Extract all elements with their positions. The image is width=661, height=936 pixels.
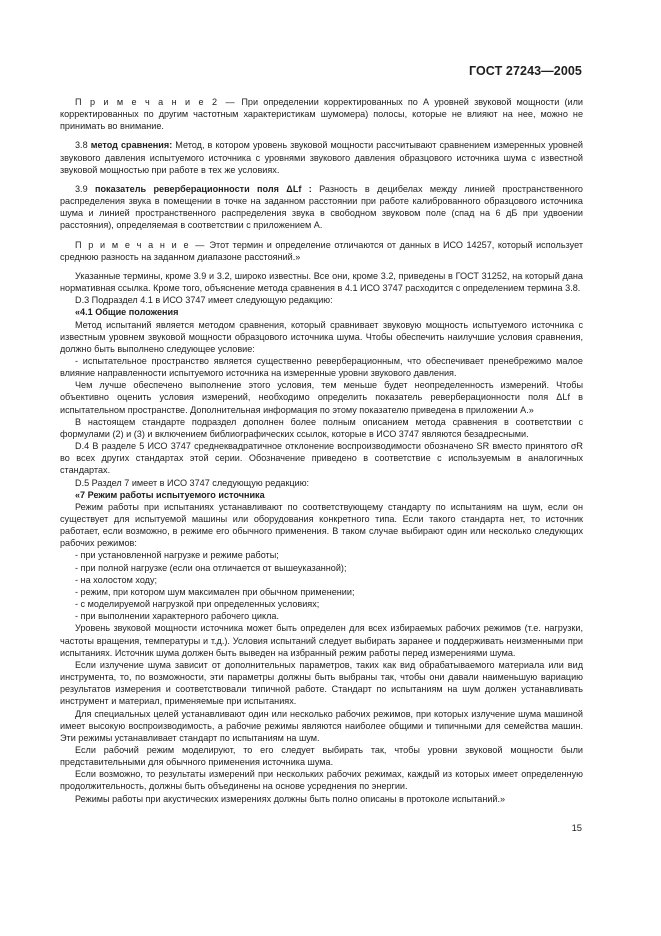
list-item: - при установленной нагрузке и режиме работы; xyxy=(75,550,279,561)
paragraph: В настоящем стандарте подраздел дополнен более полным описанием метода сравнения в соответствии с формулами (2) и (3) и включением библиографических ссылок, которые в ИСО 3747 являются безадресными. xyxy=(60,416,583,439)
paragraph: Если излучение шума зависит от дополнительных параметров, таких как вид обрабатываемого материала или вид инструмента, то, по возможности, эти параметры должны быть выбраны так, чтобы они давали наименьшую вариацию результатов измерения и соответствовали типичной работе. Стандарт по испытаниям на шум должен устанавливать инструмент и материал, применяемые при испытаниях. xyxy=(60,659,583,707)
term-name: метод сравнения: xyxy=(90,140,173,151)
note-label: П р и м е ч а н и е — xyxy=(75,239,206,250)
section-heading-4-1: «4.1 Общие положения xyxy=(75,307,179,318)
term-definition: Разность в децибелах между линией пространственного распределения звука в помещении в точке на заданном расстоянии при работе калиброванного образцового источника шума и линией пространственного распределения звука в свободном звуковом поле (спад на 6 дБ при удвоении расстояния), определяемая в соответствии с приложением А. xyxy=(60,183,583,231)
page-content xyxy=(60,96,583,805)
note-2 xyxy=(60,96,583,132)
list-item: - режим, при котором шум максимален при обычном применении; xyxy=(75,586,355,597)
paragraph: - испытательное пространство является существенно реверберационным, что обеспечивает пренебрежимо малое влияние направленности испытуемого источника на измеренные уровни звукового давления. xyxy=(60,355,583,379)
list-item: - с моделируемой нагрузкой при определенных условиях; xyxy=(75,599,320,610)
paragraph: Для специальных целей устанавливают один или несколько рабочих режимов, при которых излучение шума машиной имеет высокую воспроизводимость, а рабочие режимы являются наиболее общими и типичными для семейства машин. Эти режимы устанавливает стандарт по испытаниям на шум. xyxy=(60,708,583,743)
paragraph: Уровень звуковой мощности источника может быть определен для всех избираемых рабочих режимов (т.е. нагрузки, частоты вращения, температуры и т.д.). Условия испытаний следует выбирать заранее и поддерживать неизменными при испытаниях. Источник шума должен быть выведен на избранный режим работы перед измерениями шума. xyxy=(60,623,583,658)
paragraph: Метод испытаний является методом сравнения, который сравнивает звуковую мощность испытуемого источника с известным уровнем звуковой мощности образцового источника шума. Чтобы обеспечить наилучшие условия сравнения, должно быть выполнено следующее условие: xyxy=(60,319,583,354)
paragraph-d5: D.5 Раздел 7 имеет в ИСО 3747 следующую редакцию: xyxy=(75,477,310,488)
list-item: - на холостом ходу; xyxy=(75,574,158,585)
paragraph: Режимы работы при акустических измерениях должны быть полно описаны в протоколе испытаний.» xyxy=(75,793,506,804)
section-heading-7: «7 Режим работы испытуемого источника xyxy=(75,489,265,500)
term-definition: Метод, в котором уровень звуковой мощности рассчитывают сравнением измеренных уровней звукового давления испытуемого источника с уровнями звукового давления образцового источника шума с известной звуковой мощностью при работе в тех же условиях. xyxy=(60,140,584,175)
page-number: 15 xyxy=(571,822,582,833)
note-plain xyxy=(60,239,583,263)
paragraph: Если возможно, то результаты измерений при нескольких рабочих режимах, каждый из которых имеет определенную продолжительность, должны быть объединены на основе усреднения по энергии. xyxy=(60,769,583,792)
note-label: П р и м е ч а н и е 2 — xyxy=(75,97,237,107)
note-text: При определении корректированных по А уровней звуковой мощности (или корректированных по другим частотным характеристикам шумомера) полосы, которые не влияют на нее, можно не принимать во внимание. xyxy=(60,97,584,132)
paragraph: Указанные термины, кроме 3.9 и 3.2, широко известны. Все они, кроме 3.2, приведены в ГОСТ 31252, на который дана нормативная ссылка. Кроме того, объяснение метода сравнения в 4.1 ИСО 3747 расходится с определением термина 3.8. xyxy=(60,270,583,294)
term-number: 3.9 xyxy=(75,183,95,194)
paragraph: Если рабочий режим моделируют, то его следует выбирать так, чтобы уровни звуковой мощности были представительными для обычного применения источника шума. xyxy=(60,744,583,768)
term-3-9 xyxy=(60,183,583,232)
term-name: показатель реверберационности поля ΔLf : xyxy=(95,183,312,194)
paragraph: Чем лучше обеспечено выполнение этого условия, тем меньше будет неопределенность измерений. Чтобы объективно оценить условия измерений, необходимо определить показатель реверберационности поля ΔLf в испытательном пространстве. Дополнительная информация по этому показателю приведена в приложении А.» xyxy=(60,380,583,415)
list-item: - при выполнении характерного рабочего цикла. xyxy=(75,611,279,622)
term-number: 3.8 xyxy=(75,140,91,151)
paragraph-d4: D.4 В разделе 5 ИСО 3747 среднеквадратичное отклонение воспроизводимости обозначено SR вместо принятого σR во всех других стандартах этой серии. Обозначение приведено в соответствие с используемым в аналогичных стандартах. xyxy=(60,441,583,476)
standard-designation: ГОСТ 27243—2005 xyxy=(468,64,582,78)
paragraph-d3: D.3 Подраздел 4.1 в ИСО 3747 имеет следующую редакцию: xyxy=(75,295,333,306)
note-text: Этот термин и определение отличаются от данных в ИСО 14257, который использует среднюю разность на заданном диапазоне расстояний.» xyxy=(60,239,583,262)
list-item: - при полной нагрузке (если она отличается от вышеуказанной); xyxy=(75,562,347,573)
paragraph: Режим работы при испытаниях устанавливают по соответствующему стандарту по испытаниям на шум, если он существует для испытуемой машины или оборудования конкретного типа. Если такого стандарта нет, то источник работает, если возможно, в режиме его обычного применения. В таком случае выбирают один или несколько следующих рабочих режимов: xyxy=(60,501,583,549)
term-3-8 xyxy=(60,139,583,175)
